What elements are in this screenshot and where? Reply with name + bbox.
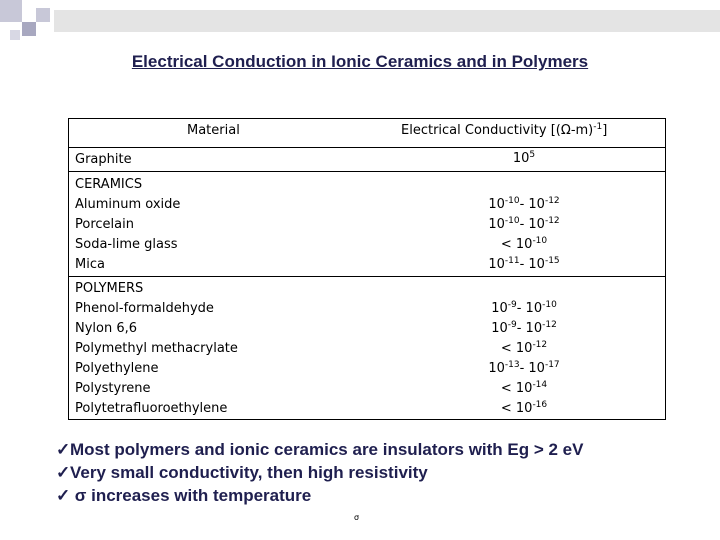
material-name: Porcelain [75, 217, 134, 232]
polymers-values [414, 279, 634, 419]
value-b2: 10 [525, 301, 543, 316]
bullet-item-1 [56, 438, 583, 461]
value-e1: -10 [504, 196, 520, 206]
conductivity-value [414, 255, 634, 275]
value-e1: -10 [532, 236, 548, 246]
header-conductivity [401, 121, 607, 141]
graphite-value [414, 149, 634, 169]
divider-graphite [69, 171, 665, 172]
value-sep: - [516, 301, 526, 316]
divider-ceramics [69, 276, 665, 277]
value-b1: 10 [488, 257, 505, 272]
header-conductivity-suffix: ] [602, 123, 608, 138]
value-b1: 10 [488, 197, 505, 212]
material-name: Polystyrene [75, 381, 151, 396]
divider-header [69, 147, 665, 148]
conductivity-value [414, 299, 634, 319]
value-b1: 10 [488, 217, 505, 232]
material-name: Soda-lime glass [75, 237, 178, 252]
value-b2: 10 [528, 197, 545, 212]
conductivity-value [414, 215, 634, 235]
value-sep: - [519, 197, 529, 212]
material-name: CERAMICS [75, 177, 143, 192]
conductivity-value [414, 339, 634, 359]
conductivity-table [68, 118, 666, 420]
value-e1: -16 [532, 400, 548, 410]
conductivity-value [414, 319, 634, 339]
sigma-symbol: σ [74, 486, 87, 505]
deco-square-3 [36, 8, 50, 22]
material-name: Nylon 6,6 [75, 321, 138, 336]
check-icon: ✓ [56, 440, 71, 459]
value-b2: 10 [528, 257, 545, 272]
value-e1: -9 [507, 300, 517, 310]
value-spacer [414, 175, 634, 195]
material-name: Aluminum oxide [75, 197, 181, 212]
value-pre: < [500, 401, 516, 416]
value-b1: 10 [515, 237, 533, 252]
value-b1: 10 [515, 381, 533, 396]
graphite-base: 10 [512, 151, 530, 166]
value-b1: 10 [515, 341, 533, 356]
value-e1: -12 [532, 340, 548, 350]
value-e1: -13 [504, 360, 520, 370]
value-spacer [414, 279, 634, 299]
material-name: Phenol-formaldehyde [75, 301, 214, 316]
value-b2: 10 [528, 361, 545, 376]
value-e2: -12 [544, 196, 560, 206]
graphite-exp: 5 [529, 150, 536, 160]
value-pre: < [500, 341, 516, 356]
deco-square-2 [22, 22, 36, 36]
omega-symbol: Ω [560, 123, 571, 138]
material-name: Polymethyl methacrylate [75, 341, 238, 356]
ceramics-values [414, 175, 634, 275]
header-conductivity-unit: -m) [570, 123, 594, 138]
value-b1: 10 [491, 321, 508, 336]
value-pre: < [500, 381, 516, 396]
value-e1: -10 [504, 216, 520, 226]
value-b1: 10 [491, 301, 508, 316]
value-sep: - [519, 257, 529, 272]
header-material: Material [187, 123, 240, 138]
value-e1: -11 [504, 256, 520, 266]
value-e2: -12 [542, 320, 557, 330]
slide-title: Electrical Conduction in Ionic Ceramics and in Polymers [131, 52, 589, 71]
value-b2: 10 [525, 321, 543, 336]
footnote-sigma: σ [354, 513, 360, 522]
value-e2: -17 [544, 360, 560, 370]
material-name: Polytetrafluoroethylene [75, 401, 228, 416]
value-e2: -10 [542, 300, 557, 310]
header-conductivity-prefix: Electrical Conductivity [( [401, 123, 561, 138]
material-name: POLYMERS [75, 281, 144, 296]
value-e1: -14 [532, 380, 548, 390]
value-e2: -12 [544, 216, 560, 226]
conductivity-value [414, 235, 634, 255]
value-pre: < [500, 237, 516, 252]
conductivity-value [414, 359, 634, 379]
value-b1: 10 [515, 401, 533, 416]
header-conductivity-exp: -1 [593, 122, 603, 132]
polymers-names [75, 279, 238, 419]
value-sep: - [516, 321, 526, 336]
bullet-text-3: increases with temperature [86, 486, 312, 505]
value-sep: - [519, 361, 529, 376]
value-e1: -9 [507, 320, 517, 330]
bullet-list [56, 438, 583, 507]
value-e2: -15 [544, 256, 560, 266]
check-icon: ✓ [56, 486, 71, 505]
graphite-name: Graphite [75, 152, 132, 167]
deco-square-4 [10, 30, 20, 40]
header-bar [54, 10, 720, 32]
bullet-item-2 [56, 461, 583, 484]
conductivity-value [414, 399, 634, 419]
value-b2: 10 [528, 217, 545, 232]
value-b1: 10 [488, 361, 505, 376]
bullet-text-1: Most polymers and ionic ceramics are insulators with Eg > 2 eV [70, 440, 584, 459]
conductivity-value [414, 379, 634, 399]
value-sep: - [519, 217, 529, 232]
material-name: Mica [75, 257, 105, 272]
material-name: Polyethylene [75, 361, 159, 376]
check-icon: ✓ [56, 463, 71, 482]
ceramics-names [75, 175, 180, 275]
conductivity-value [414, 195, 634, 215]
deco-square-1 [0, 0, 22, 22]
bullet-text-2: Very small conductivity, then high resistivity [70, 463, 428, 482]
bullet-item-3 [56, 484, 583, 507]
